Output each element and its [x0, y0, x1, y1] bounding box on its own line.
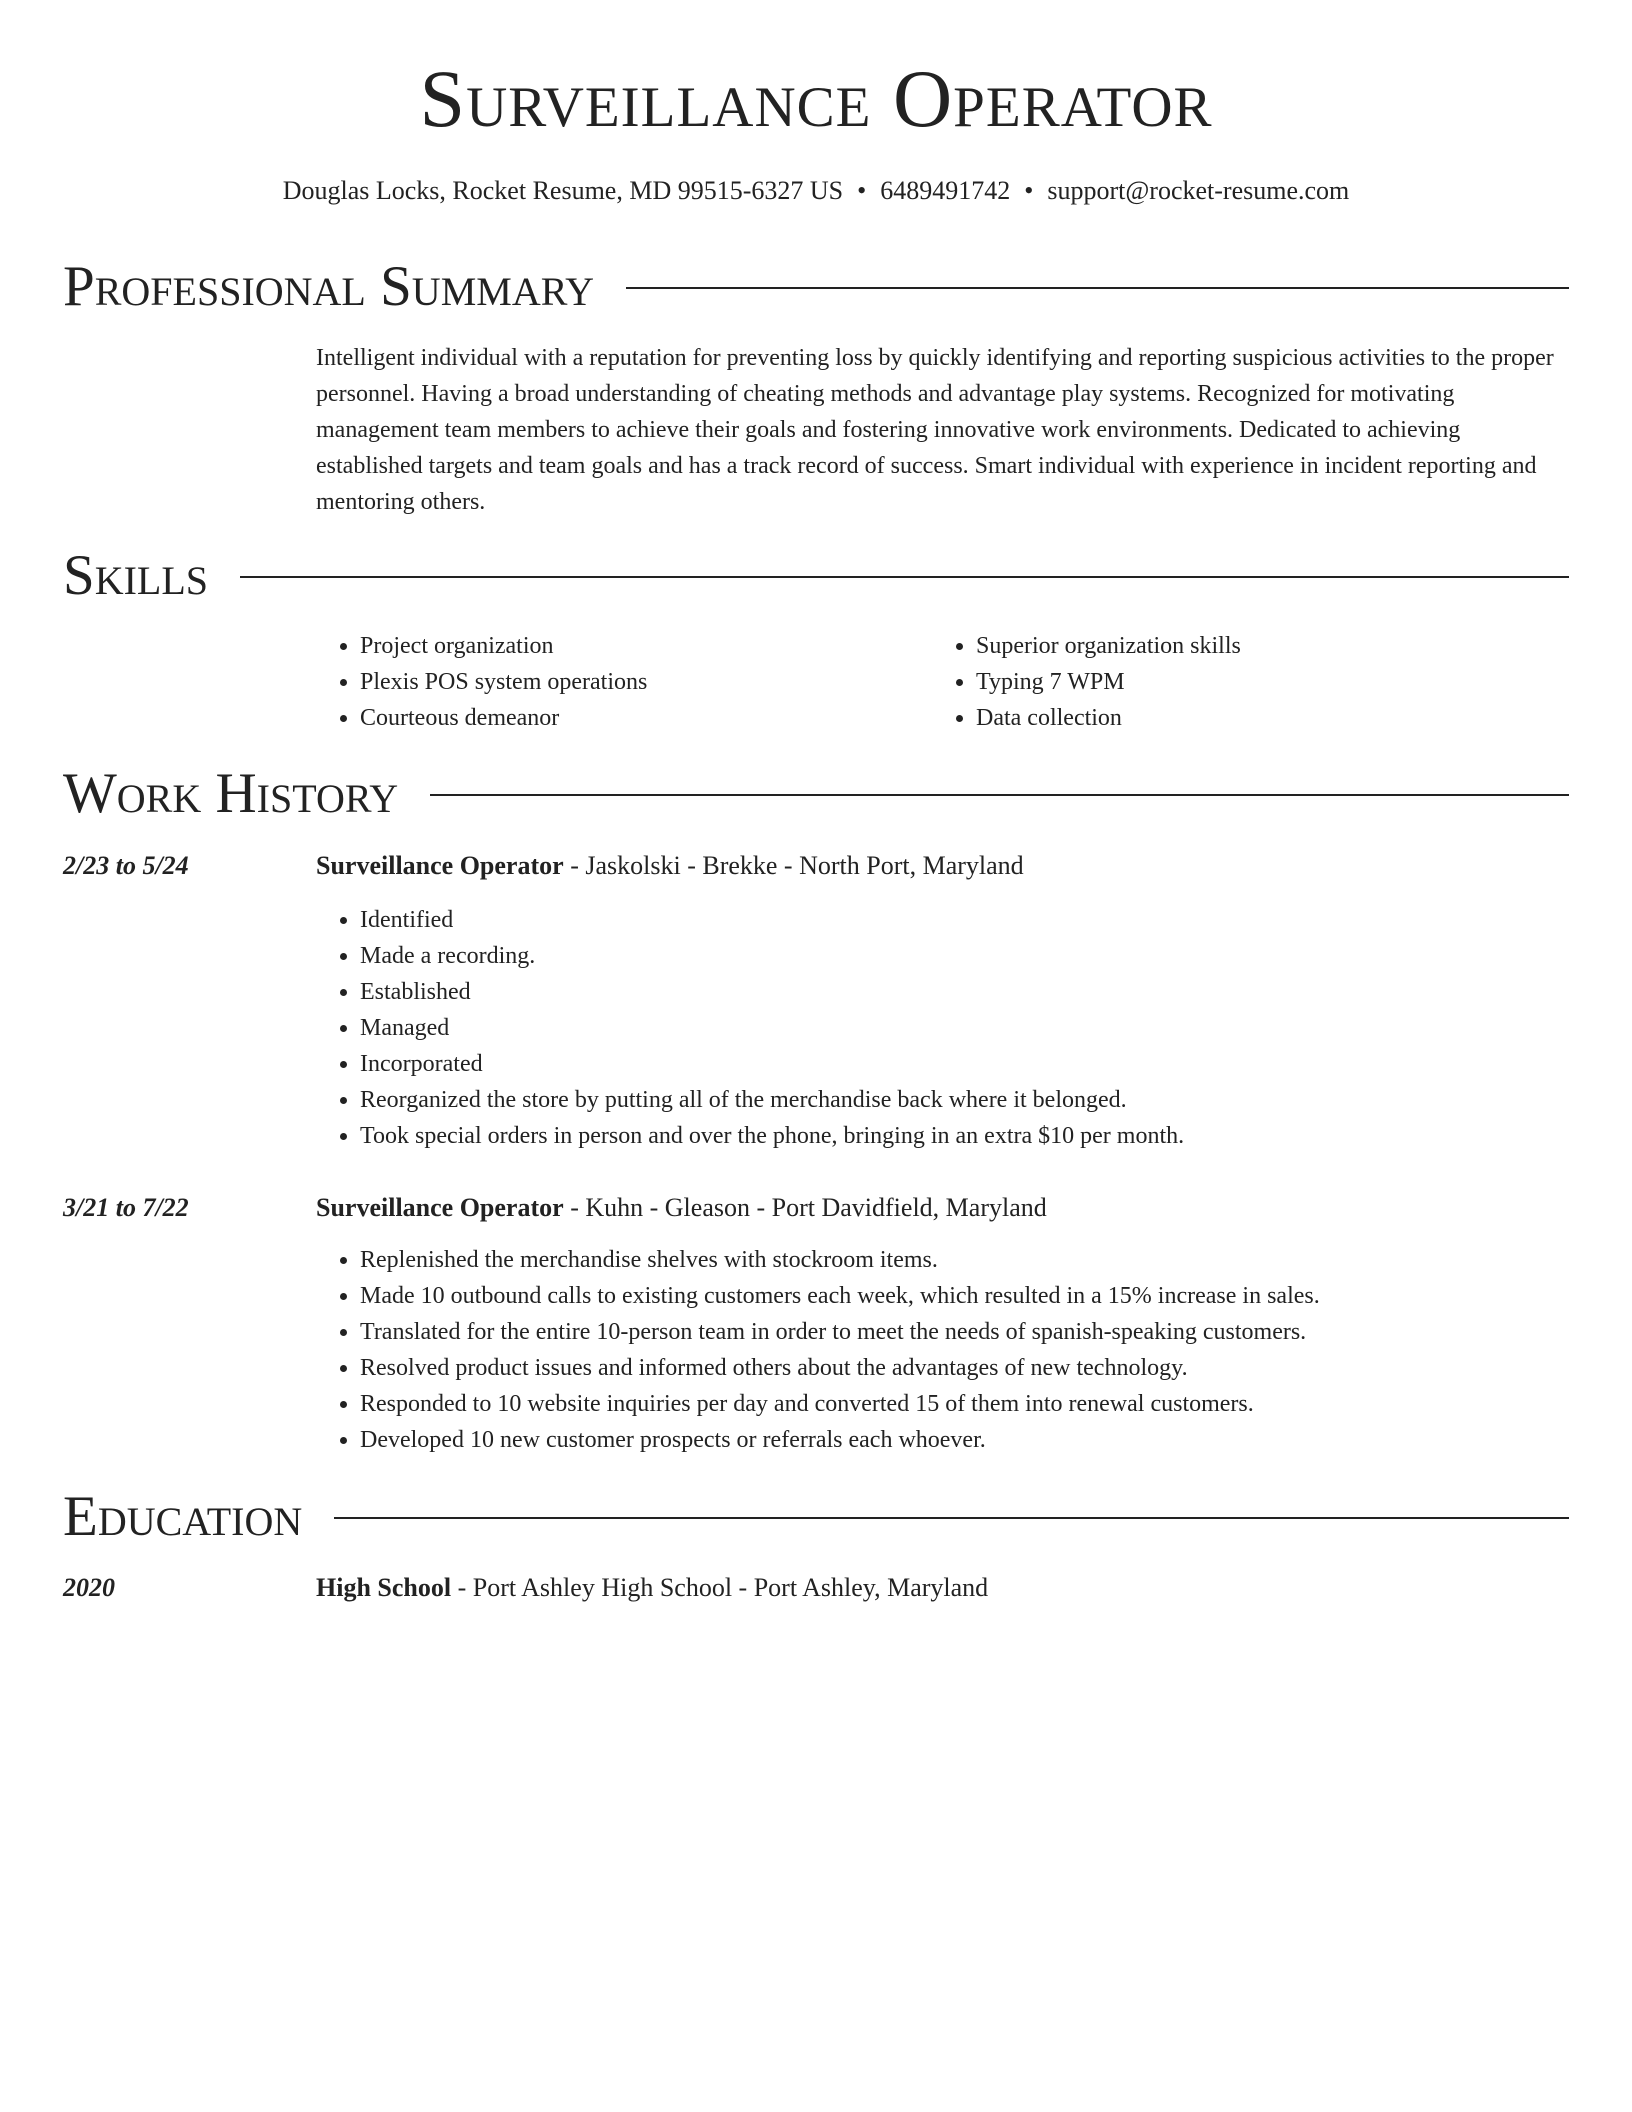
skills-column-right	[932, 628, 1532, 736]
education-section-title: Education	[63, 1484, 303, 1548]
summary-section-header	[63, 254, 1569, 318]
contact-phone: 6489491742	[880, 176, 1011, 205]
skill-item: • Data collection	[976, 700, 1532, 736]
skill-item: • Typing 7 WPM	[976, 664, 1532, 700]
job-bullet: • Managed	[360, 1010, 1570, 1046]
job-employer-location: - Kuhn - Gleason - Port Davidfield, Maryland	[563, 1193, 1047, 1222]
work-section-title: Work History	[63, 761, 399, 825]
section-divider	[626, 287, 1569, 289]
summary-text: Intelligent individual with a reputation for preventing loss by quickly identifying and reporting suspicious activities to the proper personnel. Having a broad understanding of cheating methods and advantage play systems. Recognized for motivating management team members to achieve their goals and fostering innovative work environments. Dedicated to achieving established targets and team goals and has a track record of success. Smart individual with experience in incident reporting and mentoring others.	[316, 345, 1554, 515]
job-bullet: • Made a recording.	[360, 938, 1570, 974]
skills-list-left	[316, 628, 916, 736]
skill-item: • Project organization	[360, 628, 916, 664]
job-bullet: • Resolved product issues and informed others about the advantages of new technology.	[360, 1350, 1570, 1386]
skills-section-title: Skills	[63, 543, 209, 607]
job-bullet: • Incorporated	[360, 1046, 1570, 1082]
job-bullets-container	[316, 902, 1570, 1154]
section-divider	[240, 576, 1569, 578]
summary-section-title: Professional Summary	[63, 254, 595, 318]
education-year: 2020	[63, 1573, 115, 1602]
skill-item: • Superior organization skills	[976, 628, 1532, 664]
job-bullet-list	[316, 1242, 1570, 1458]
job-bullet-list	[316, 902, 1570, 1154]
contact-separator: •	[1024, 176, 1034, 205]
job-dates: 2/23 to 5/24	[63, 851, 189, 880]
skills-column-left	[316, 628, 916, 736]
job-bullet: • Identified	[360, 902, 1570, 938]
contact-separator: •	[857, 176, 867, 205]
contact-address: Douglas Locks, Rocket Resume, MD 99515-6327 US	[282, 176, 844, 205]
education-line	[316, 1572, 988, 1604]
work-section-header	[63, 761, 1569, 825]
job-role: Surveillance Operator	[316, 851, 564, 880]
job-title-line	[316, 1192, 1047, 1224]
job-bullet: • Reorganized the store by putting all of the merchandise back where it belonged.	[360, 1082, 1570, 1118]
job-bullet: • Responded to 10 website inquiries per day and converted 15 of them into renewal customers.	[360, 1386, 1570, 1422]
job-bullet: • Translated for the entire 10-person team in order to meet the needs of spanish-speaking customers.	[360, 1314, 1570, 1350]
job-bullet: • Established	[360, 974, 1570, 1010]
section-divider	[334, 1517, 1569, 1519]
education-section-header	[63, 1484, 1569, 1548]
job-bullet: • Replenished the merchandise shelves with stockroom items.	[360, 1242, 1570, 1278]
job-bullet: • Took special orders in person and over the phone, bringing in an extra $10 per month.	[360, 1118, 1570, 1154]
job-bullet: • Made 10 outbound calls to existing customers each week, which resulted in a 15% increase in sales.	[360, 1278, 1570, 1314]
job-dates: 3/21 to 7/22	[63, 1193, 189, 1222]
education-degree: High School	[316, 1573, 452, 1602]
job-bullet: • Developed 10 new customer prospects or referrals each whoever.	[360, 1422, 1570, 1458]
skills-list-right	[932, 628, 1532, 736]
education-school-location: - Port Ashley High School - Port Ashley, Maryland	[451, 1573, 989, 1602]
resume-name-title: Surveillance Operator	[419, 53, 1213, 144]
contact-email: support@rocket-resume.com	[1047, 176, 1350, 205]
contact-line	[0, 175, 1632, 207]
job-employer-location: - Jaskolski - Brekke - North Port, Maryland	[563, 851, 1024, 880]
job-bullets-container	[316, 1242, 1570, 1458]
job-title-line	[316, 850, 1024, 882]
skills-section-header	[63, 543, 1569, 607]
section-divider	[430, 794, 1569, 796]
job-role: Surveillance Operator	[316, 1193, 564, 1222]
skill-item: • Plexis POS system operations	[360, 664, 916, 700]
skill-item: • Courteous demeanor	[360, 700, 916, 736]
